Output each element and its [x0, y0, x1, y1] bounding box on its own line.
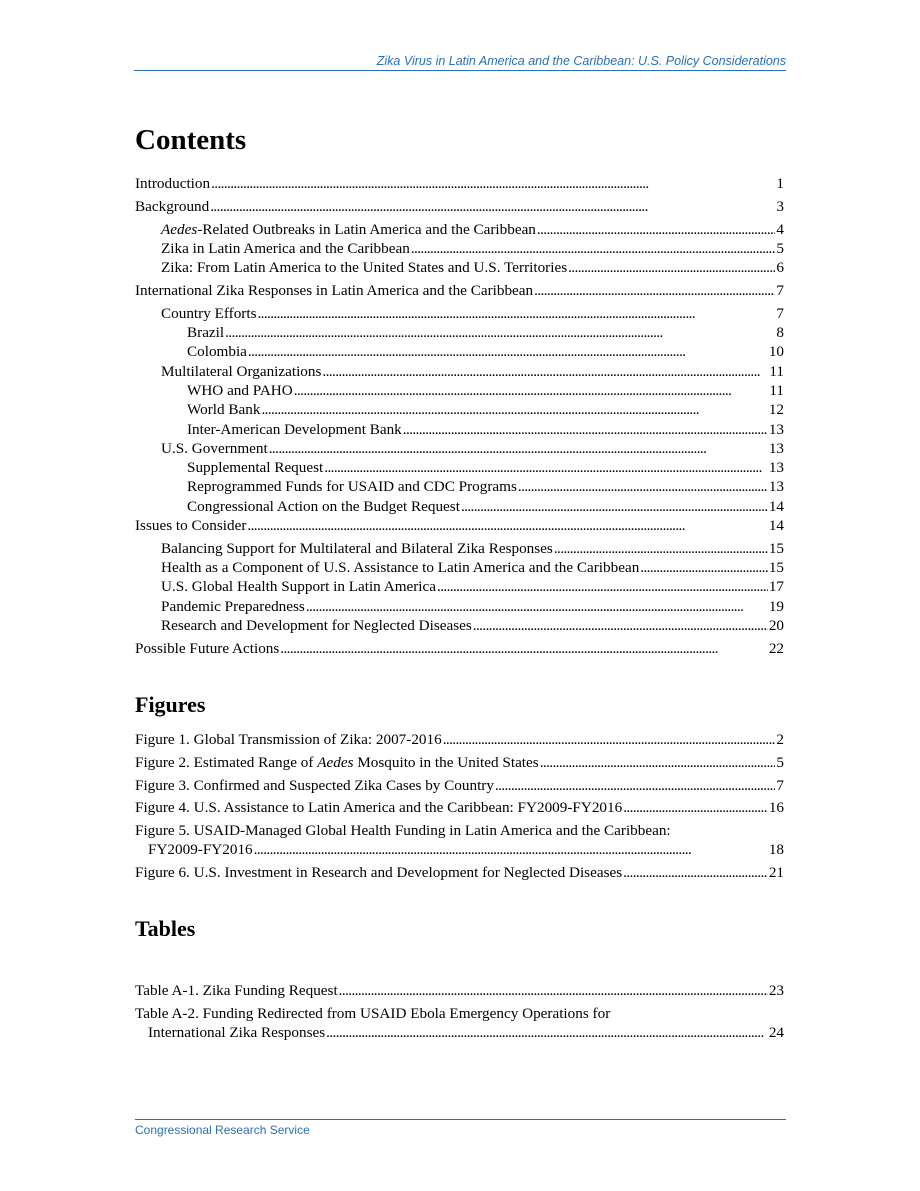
toc-entry[interactable]: Background . . . 3	[135, 197, 784, 216]
toc-entry[interactable]: Colombia . . . 10	[135, 342, 784, 361]
toc-entry[interactable]: Reprogrammed Funds for USAID and CDC Programs . . . 13	[135, 477, 784, 496]
contents-list	[135, 174, 784, 658]
figures-list	[135, 730, 784, 883]
toc-entry[interactable]: Zika: From Latin America to the United States and U.S. Territories . . . 6	[135, 258, 784, 277]
toc-entry[interactable]: Brazil . . . 8	[135, 323, 784, 342]
contents-heading: Contents	[135, 124, 247, 156]
toc-entry[interactable]: Issues to Consider . . . 14	[135, 516, 784, 535]
figure-entry[interactable]: Figure 2. Estimated Range of Aedes Mosquito in the United States . . . 5	[135, 753, 784, 772]
toc-entry[interactable]: Possible Future Actions . . . 22	[135, 639, 784, 658]
tables-list	[135, 981, 784, 1042]
toc-entry[interactable]: Health as a Component of U.S. Assistance to Latin America and the Caribbean . . . 15	[135, 558, 784, 577]
toc-entry[interactable]: Congressional Action on the Budget Request . . . 14	[135, 497, 784, 516]
running-footer: Congressional Research Service	[135, 1119, 786, 1137]
toc-entry[interactable]: Introduction . . . 1	[135, 174, 784, 193]
toc-entry[interactable]: Zika in Latin America and the Caribbean . . . 5	[135, 239, 784, 258]
toc-entry[interactable]: U.S. Government . . . 13	[135, 439, 784, 458]
toc-entry[interactable]: World Bank . . . 12	[135, 400, 784, 419]
toc-entry[interactable]: Country Efforts . . . 7	[135, 304, 784, 323]
toc-entry[interactable]: Pandemic Preparedness . . . 19	[135, 597, 784, 616]
toc-entry[interactable]: Multilateral Organizations . . . 11	[135, 362, 784, 381]
toc-entry[interactable]: U.S. Global Health Support in Latin America . . . 17	[135, 577, 784, 596]
figure-entry[interactable]: Figure 3. Confirmed and Suspected Zika Cases by Country . . . 7	[135, 776, 784, 795]
running-header: Zika Virus in Latin America and the Caribbean: U.S. Policy Considerations	[134, 53, 786, 71]
toc-entry[interactable]: Inter-American Development Bank . . . 13	[135, 420, 784, 439]
figure-entry[interactable]: Figure 5. USAID-Managed Global Health Funding in Latin America and the Caribbean: FY2009-FY2016 . . . 18	[135, 821, 784, 860]
toc-entry[interactable]: Research and Development for Neglected Diseases . . . 20	[135, 616, 784, 635]
toc-entry[interactable]: Aedes-Related Outbreaks in Latin America and the Caribbean . . . 4	[135, 220, 784, 239]
figures-heading: Figures	[135, 692, 206, 717]
figure-entry[interactable]: Figure 6. U.S. Investment in Research and Development for Neglected Diseases . . . 21	[135, 863, 784, 882]
tables-heading: Tables	[135, 916, 196, 941]
figure-entry[interactable]: Figure 4. U.S. Assistance to Latin America and the Caribbean: FY2009-FY2016 . . . 16	[135, 798, 784, 817]
toc-entry[interactable]: Supplemental Request . . . 13	[135, 458, 784, 477]
table-entry[interactable]: Table A-1. Zika Funding Request . . . 23	[135, 981, 784, 1000]
table-entry[interactable]: Table A-2. Funding Redirected from USAID Ebola Emergency Operations for International Zika Responses . . . 24	[135, 1004, 784, 1043]
figure-entry[interactable]: Figure 1. Global Transmission of Zika: 2007-2016 . . . 2	[135, 730, 784, 749]
toc-entry[interactable]: WHO and PAHO . . . 11	[135, 381, 784, 400]
toc-entry[interactable]: International Zika Responses in Latin America and the Caribbean . . . 7	[135, 281, 784, 300]
toc-entry[interactable]: Balancing Support for Multilateral and Bilateral Zika Responses . . . 15	[135, 539, 784, 558]
